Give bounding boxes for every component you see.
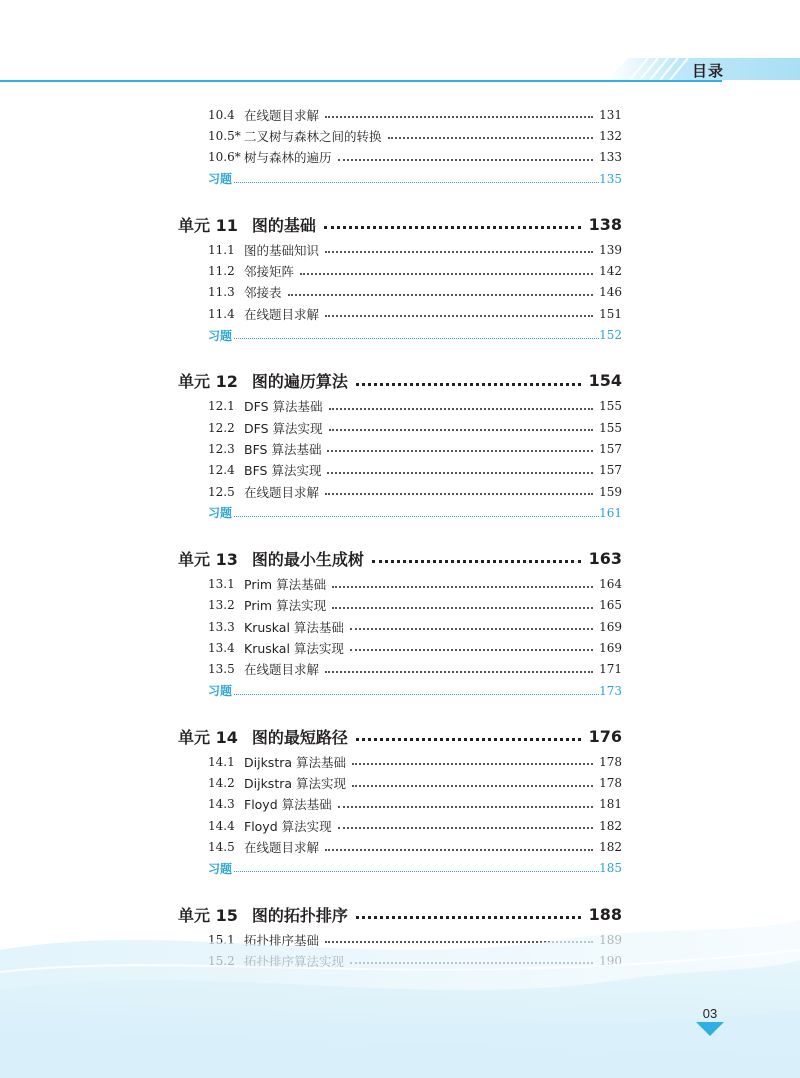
leader-dots <box>332 585 593 588</box>
leader-dots <box>325 250 593 253</box>
section-title: Dijkstra 算法实现 <box>244 776 346 792</box>
section-page: 133 <box>599 150 622 165</box>
section-entry[interactable] <box>208 481 622 502</box>
section-entry[interactable] <box>208 260 622 281</box>
page-header <box>0 0 800 90</box>
leader-dots <box>352 784 593 787</box>
section-number: 10.6* <box>208 150 241 165</box>
unit-label: 单元 15 <box>178 905 238 925</box>
section-number: 13.2 <box>208 598 235 613</box>
section-title: 在线题目求解 <box>244 484 320 500</box>
section-page: 171 <box>599 662 622 677</box>
unit-page: 154 <box>588 371 622 391</box>
section-title: 邻接表 <box>244 285 282 301</box>
unit-title: 图的最短路径 <box>251 727 348 747</box>
section-entry[interactable] <box>208 637 622 658</box>
section-page: 182 <box>599 840 622 855</box>
section-page: 157 <box>599 463 622 478</box>
exercise-title: 习题 <box>208 172 233 187</box>
section-number: 11.1 <box>208 242 235 257</box>
exercise-page: 161 <box>599 505 622 520</box>
section-entry[interactable] <box>208 595 622 616</box>
unit-title: 图的基础 <box>251 215 316 235</box>
unit-label: 单元 14 <box>178 727 238 747</box>
section-number: 14.4 <box>208 818 235 833</box>
leader-dots <box>350 648 593 651</box>
section-number: 13.1 <box>208 577 235 592</box>
leader-dots <box>338 826 593 829</box>
section-number: 12.5 <box>208 484 235 499</box>
leader-dots <box>332 606 593 609</box>
exercise-title: 习题 <box>208 506 233 521</box>
leader-dots <box>234 693 599 695</box>
section-number: 12.4 <box>208 463 235 478</box>
exercise-title: 习题 <box>208 328 233 343</box>
section-number: 11.3 <box>208 285 235 300</box>
section-title: 在线题目求解 <box>244 306 320 322</box>
section-page: 178 <box>599 754 622 769</box>
leader-dots <box>325 848 593 851</box>
section-number: 14.1 <box>208 754 235 769</box>
exercise-page: 135 <box>599 171 622 186</box>
leader-dots <box>352 762 593 765</box>
section-page: 157 <box>599 441 622 456</box>
section-number: 13.3 <box>208 619 235 634</box>
section-title: BFS 算法实现 <box>244 463 322 479</box>
section-entry[interactable] <box>208 438 622 459</box>
leader-dots <box>327 449 593 452</box>
exercise-title: 习题 <box>208 684 233 699</box>
section-title: Prim 算法基础 <box>244 577 327 593</box>
section-page: 169 <box>599 619 622 634</box>
section-title: DFS 算法实现 <box>244 420 323 436</box>
unit-page: 188 <box>588 904 622 924</box>
section-page: 169 <box>599 640 622 655</box>
leader-dots <box>234 337 599 339</box>
leader-dots <box>372 559 581 563</box>
unit-heading[interactable] <box>178 547 622 569</box>
unit-label: 单元 11 <box>178 215 238 235</box>
leader-dots <box>325 670 593 673</box>
unit-page: 163 <box>588 548 622 568</box>
exercise-entry[interactable] <box>208 502 622 523</box>
section-entry[interactable] <box>208 460 622 481</box>
section-entry[interactable] <box>208 794 622 815</box>
section-number: 11.2 <box>208 264 235 279</box>
unit-title: 图的最小生成树 <box>251 549 364 569</box>
section-entry[interactable] <box>208 104 622 125</box>
leader-dots <box>329 407 594 410</box>
section-title: 在线题目求解 <box>244 107 320 123</box>
section-page: 178 <box>599 776 622 791</box>
section-number: 10.4 <box>208 107 235 122</box>
section-title: 图的基础知识 <box>244 242 320 258</box>
header-title: 目录 <box>691 62 724 80</box>
leader-dots <box>327 471 593 474</box>
section-number: 11.4 <box>208 306 235 321</box>
section-page: 155 <box>599 399 622 414</box>
section-number: 12.3 <box>208 441 235 456</box>
leader-dots <box>325 115 593 118</box>
leader-dots <box>350 627 593 630</box>
page-number: 03 <box>702 1006 718 1021</box>
section-title: BFS 算法基础 <box>244 441 322 457</box>
section-title: 树与森林的遍历 <box>244 150 332 166</box>
unit-heading[interactable] <box>178 370 622 392</box>
exercise-entry[interactable] <box>208 858 622 879</box>
section-title: 在线题目求解 <box>244 662 320 678</box>
unit-heading[interactable] <box>178 213 622 235</box>
exercise-entry[interactable] <box>208 680 622 701</box>
exercise-entry[interactable] <box>208 168 622 189</box>
section-title: Dijkstra 算法基础 <box>244 754 346 770</box>
section-number: 10.5* <box>208 128 241 143</box>
header-rule <box>0 80 722 82</box>
section-entry[interactable] <box>208 836 622 857</box>
unit-label: 单元 13 <box>178 549 238 569</box>
section-number: 14.5 <box>208 840 235 855</box>
leader-dots <box>234 515 599 517</box>
leader-dots <box>338 158 594 161</box>
unit-page: 138 <box>588 214 622 234</box>
section-page: 151 <box>599 306 622 321</box>
section-entry[interactable] <box>208 239 622 260</box>
section-entry[interactable] <box>208 147 622 168</box>
exercise-page: 173 <box>599 683 622 698</box>
table-of-contents <box>0 104 800 972</box>
leader-dots <box>234 181 599 183</box>
exercise-title: 习题 <box>208 861 233 876</box>
section-number: 15.1 <box>208 932 235 947</box>
section-page: 164 <box>599 577 622 592</box>
section-title: DFS 算法基础 <box>244 399 323 415</box>
section-page: 182 <box>599 818 622 833</box>
leader-dots <box>356 737 581 741</box>
section-page: 146 <box>599 285 622 300</box>
page-number-arrow-icon <box>696 1022 724 1036</box>
section-number: 14.2 <box>208 776 235 791</box>
section-entry[interactable] <box>208 815 622 836</box>
unit-heading[interactable] <box>178 725 622 747</box>
leader-dots <box>388 136 594 139</box>
section-entry[interactable] <box>208 282 622 303</box>
section-title: Prim 算法实现 <box>244 598 327 614</box>
footer-wave-decoration <box>0 880 800 1078</box>
section-title: 在线题目求解 <box>244 840 320 856</box>
section-title: 拓扑排序基础 <box>244 932 320 948</box>
section-entry[interactable] <box>208 751 622 772</box>
unit-page: 176 <box>588 726 622 746</box>
exercise-entry[interactable] <box>208 324 622 345</box>
section-entry[interactable] <box>208 616 622 637</box>
exercise-page: 185 <box>599 861 622 876</box>
leader-dots <box>300 272 593 275</box>
section-number: 12.1 <box>208 399 235 414</box>
leader-dots <box>329 428 594 431</box>
unit-label: 单元 12 <box>178 372 238 392</box>
section-entry[interactable] <box>208 303 622 324</box>
section-entry[interactable] <box>208 573 622 594</box>
leader-dots <box>356 382 581 386</box>
section-number: 13.4 <box>208 640 235 655</box>
section-title: 二叉树与森林之间的转换 <box>244 128 382 144</box>
section-title: Floyd 算法实现 <box>244 818 332 834</box>
section-number: 12.2 <box>208 420 235 435</box>
exercise-page: 152 <box>599 328 622 343</box>
section-page: 132 <box>599 128 622 143</box>
section-page: 155 <box>599 420 622 435</box>
unit-title: 图的拓扑排序 <box>251 905 348 925</box>
unit-title: 图的遍历算法 <box>251 372 348 392</box>
section-entry[interactable] <box>208 125 622 146</box>
section-number: 14.3 <box>208 797 235 812</box>
section-page: 131 <box>599 107 622 122</box>
section-title: Kruskal 算法实现 <box>244 640 344 656</box>
leader-dots <box>325 492 593 495</box>
section-title: Floyd 算法基础 <box>244 797 332 813</box>
section-number: 13.5 <box>208 662 235 677</box>
section-entry[interactable] <box>208 659 622 680</box>
section-entry[interactable] <box>208 773 622 794</box>
section-page: 139 <box>599 242 622 257</box>
section-page: 165 <box>599 598 622 613</box>
section-page: 159 <box>599 484 622 499</box>
leader-dots <box>234 870 599 872</box>
section-title: 邻接矩阵 <box>244 264 295 280</box>
section-entry[interactable] <box>208 396 622 417</box>
leader-dots <box>288 293 594 296</box>
section-entry[interactable] <box>208 417 622 438</box>
leader-dots <box>338 805 593 808</box>
leader-dots <box>324 225 581 229</box>
leader-dots <box>325 314 593 317</box>
section-page: 181 <box>599 797 622 812</box>
section-title: Kruskal 算法基础 <box>244 619 344 635</box>
section-page: 142 <box>599 264 622 279</box>
